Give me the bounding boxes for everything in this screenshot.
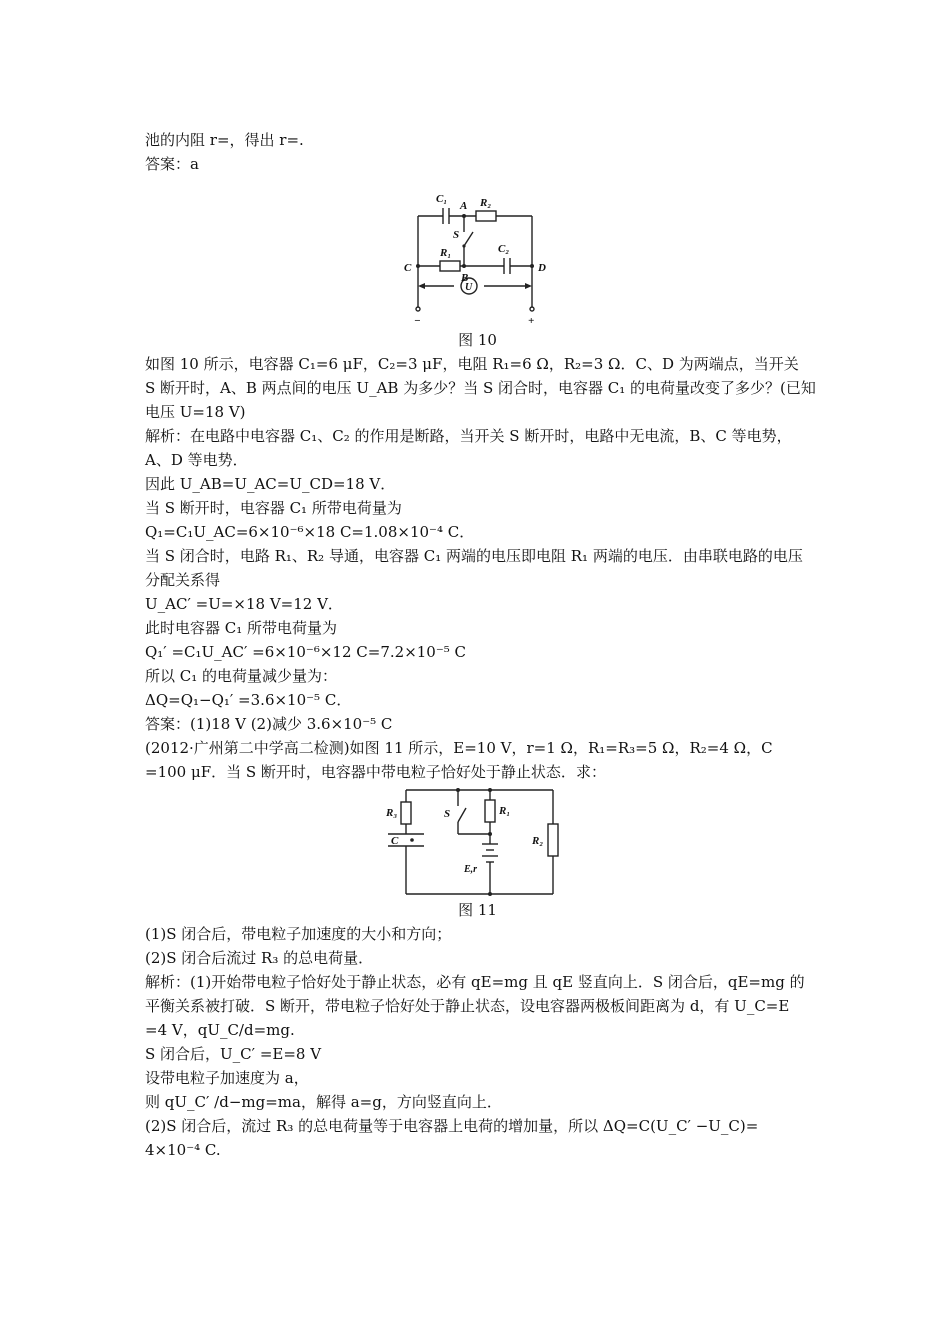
label-r2: R₂ [479,197,491,209]
text-line: 平衡关系被打破．S 断开，带电粒子恰好处于静止状态，设电容器两极板间距离为 d，有 U_C=E [145,997,790,1015]
text-line: =4 V，qU_C/d=mg. [145,1021,295,1039]
text-line: 因此 U_AB=U_AC=U_CD=18 V． [145,475,396,493]
text-line: 解析：在电路中电容器 C₁、C₂ 的作用是断路，当开关 S 断开时，电路中无电流，B、C 等电势， [145,427,792,445]
figure-11-caption: 图 11 [458,901,497,919]
label-r1: R₁ [439,247,451,259]
label-c: C [390,835,398,847]
label-c1: C₁ [435,193,447,205]
text-line: A、D 等电势． [145,451,248,469]
label-c: C [403,262,411,274]
text-line: 池的内阻 r=，得出 r=. [145,131,304,149]
text-line: (1)S 闭合后，带电粒子加速度的大小和方向； [145,925,452,943]
text-line: 当 S 闭合时，电路 R₁、R₂ 导通，电容器 C₁ 两端的电压即电阻 R₁ 两端的电压．由串联电路的电压 [145,547,803,565]
text-line: 分配关系得 [145,571,221,589]
text-line: ΔQ=Q₁−Q₁′ =3.6×10⁻⁵ C． [145,691,352,709]
label-r1: R₁ [498,805,510,817]
text-line: 电压 U=18 V) [145,403,246,421]
text-line: (2012·广州第二中学高二检测)如图 11 所示，E=10 V，r=1 Ω，R₁=R₃=5 Ω，R₂=4 Ω，C [145,739,773,757]
text-line: =100 μF．当 S 断开时，电容器中带电粒子恰好处于静止状态．求： [145,763,606,781]
text-line: S 断开时，A、B 两点间的电压 U_AB 为多少？当 S 闭合时，电容器 C₁ 的电荷量改变了多少？(已知 [145,379,816,397]
label-s: S [452,229,459,241]
label-plus: + [527,315,534,324]
text-line: Q₁′ =C₁U_AC′ =6×10⁻⁶×12 C=7.2×10⁻⁵ C [145,643,467,661]
label-u: U [464,282,472,293]
label-s: S [443,808,450,820]
text-line: 4×10⁻⁴ C. [145,1141,221,1159]
text-line: 设带电粒子加速度为 a， [145,1069,309,1087]
text-line: 如图 10 所示，电容器 C₁=6 μF，C₂=3 μF，电阻 R₁=6 Ω，R₂=3 Ω．C、D 为两端点，当开关 [145,355,799,373]
figure-10-caption: 图 10 [458,331,497,349]
text-line: 此时电容器 C₁ 所带电荷量为 [145,619,338,637]
text-line: 当 S 断开时，电容器 C₁ 所带电荷量为 [145,499,402,517]
label-a: A [459,200,467,212]
text-line: 所以 C₁ 的电荷量减少量为： [145,667,338,685]
label-er: E,r [463,864,477,875]
text-line: 则 qU_C′ /d−mg=ma，解得 a=g，方向竖直向上． [145,1093,502,1111]
document-page [145,128,816,1162]
text-line: U_AC′ =U=×18 V=12 V． [145,595,343,613]
text-line: Q₁=C₁U_AC=6×10⁻⁶×18 C=1.08×10⁻⁴ C． [145,523,475,541]
label-b: B [460,272,468,284]
circuit-figure-10 [398,184,558,324]
text-line: (2)S 闭合后，流过 R₃ 的总电荷量等于电容器上电荷的增加量，所以 ΔQ=C(U_C′ −U_C)= [145,1117,759,1135]
text-line: (2)S 闭合后流过 R₃ 的总电荷量． [145,949,374,967]
label-minus: − [413,315,421,324]
label-r3: R₃ [385,807,397,819]
answer-line: 答案：(1)18 V (2)减少 3.6×10⁻⁵ C [145,715,393,733]
label-r2: R₂ [531,835,543,847]
circuit-figure-11 [378,784,578,896]
text-line: 解析：(1)开始带电粒子恰好处于静止状态，必有 qE=mg 且 qE 竖直向上．S 闭合后，qE=mg 的 [145,973,805,991]
text-line: S 闭合后，U_C′ =E=8 V [145,1045,322,1063]
label-d: D [537,262,546,274]
label-c2: C₂ [497,243,509,255]
answer-line: 答案：a [145,155,199,173]
